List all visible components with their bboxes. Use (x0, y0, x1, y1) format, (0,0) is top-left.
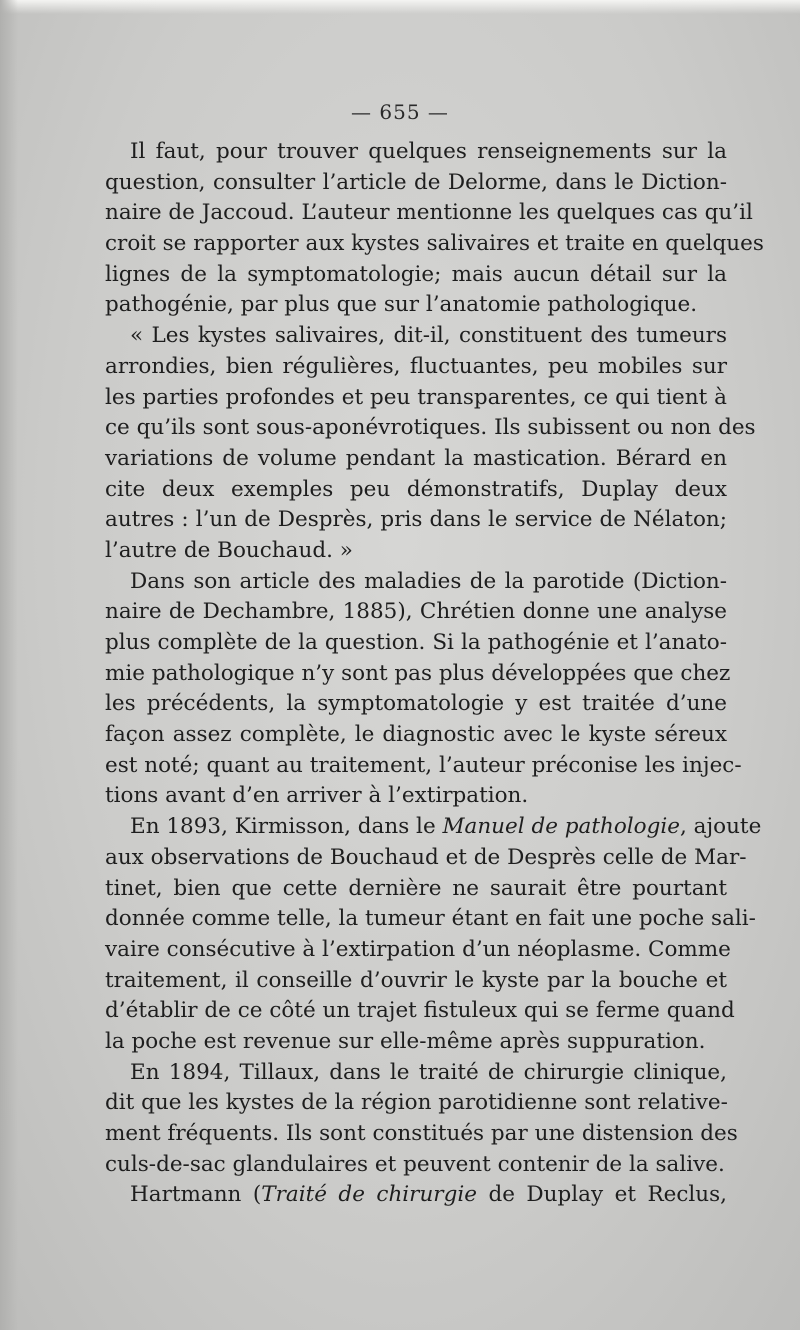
text-line: ce qu’ils sont sous-aponévrotiques. Ils subissent ou non des (105, 415, 756, 441)
text-line: culs-de-sac glandulaires et peuvent contenir de la salive. (105, 1151, 725, 1177)
text-line: naire de Jaccoud. L’auteur mentionne les quelques cas qu’il (105, 200, 753, 226)
text-line: pathogénie, par plus que sur l’anatomie pathologique. (105, 292, 698, 318)
text-line: lignes de la symptomatologie; mais aucun détail sur la (105, 261, 727, 287)
paragraph (105, 567, 742, 813)
text-line: plus complète de la question. Si la pathogénie et l’anato- (105, 630, 727, 655)
page-left-shadow (0, 0, 18, 1330)
text-line: est noté; quant au traitement, l’auteur préconise les injec- (105, 752, 742, 778)
text-line: les parties profondes et peu transparentes, ce qui tient à (105, 384, 727, 410)
paragraph (105, 1180, 727, 1211)
paragraph (105, 137, 764, 321)
text-line: naire de Dechambre, 1885), Chrétien donne une analyse (105, 599, 727, 625)
text-line: la poche est revenue sur elle-même après suppuration. (105, 1028, 706, 1054)
text-line: arrondies, bien régulières, fluctuantes, peu mobiles sur (105, 353, 727, 379)
text-line: mie pathologique n’y sont pas plus développées que chez (105, 660, 731, 686)
text-line: En 1893, Kirmisson, dans le Manuel de pathologie, ajoute (130, 814, 762, 840)
text-line: tinet, bien que cette dernière ne saurait être pourtant (105, 875, 727, 901)
text-line: croit se rapporter aux kystes salivaires et traite en quelques (105, 231, 764, 257)
italic-title: Traité de chirurgie (261, 1182, 477, 1208)
text-line: l’autre de Bouchaud. » (105, 537, 353, 563)
text-line: variations de volume pendant la mastication. Bérard en (105, 445, 727, 471)
text-line: ment fréquents. Ils sont constitués par une distension des (105, 1121, 738, 1146)
text-line: « Les kystes salivaires, dit-il, constituent des tumeurs (130, 323, 727, 349)
page-top-edge (0, 0, 800, 14)
text-line: les précédents, la symptomatologie y est traitée d’une (105, 691, 727, 717)
text-line: cite deux exemples peu démonstratifs, Duplay deux (105, 476, 727, 502)
text-line: autres : l’un de Desprès, pris dans le service de Nélaton; (105, 507, 727, 533)
text-line: question, consulter l’article de Delorme, dans le Diction- (105, 169, 727, 195)
page-number: — 655 — (351, 100, 449, 124)
text-line: vaire consécutive à l’extirpation d’un néoplasme. Comme (105, 936, 731, 962)
text-line: tions avant d’en arriver à l’extirpation. (105, 783, 529, 809)
text-line: traitement, il conseille d’ouvrir le kyste par la bouche et (105, 967, 727, 993)
paragraph (105, 1058, 738, 1181)
text-line: aux observations de Bouchaud et de Desprès celle de Mar- (105, 844, 747, 870)
body-text (105, 137, 764, 1211)
text-line: En 1894, Tillaux, dans le traité de chirurgie clinique, (130, 1059, 727, 1085)
text-line: Hartmann (Traité de chirurgie de Duplay et Reclus, (130, 1182, 727, 1208)
text-line: Il faut, pour trouver quelques renseignements sur la (130, 139, 727, 164)
text-line: donnée comme telle, la tumeur étant en fait une poche sali- (105, 906, 756, 932)
text-line: façon assez complète, le diagnostic avec le kyste séreux (105, 722, 727, 748)
text-line: Dans son article des maladies de la parotide (Diction- (130, 568, 727, 594)
text-line: dit que les kystes de la région parotidienne sont relative- (105, 1090, 728, 1116)
paragraph (105, 321, 756, 567)
text-line: d’établir de ce côté un trajet fistuleux qui se ferme quand (105, 998, 735, 1024)
italic-title: Manuel de pathologie (442, 814, 680, 840)
paragraph (105, 812, 762, 1058)
